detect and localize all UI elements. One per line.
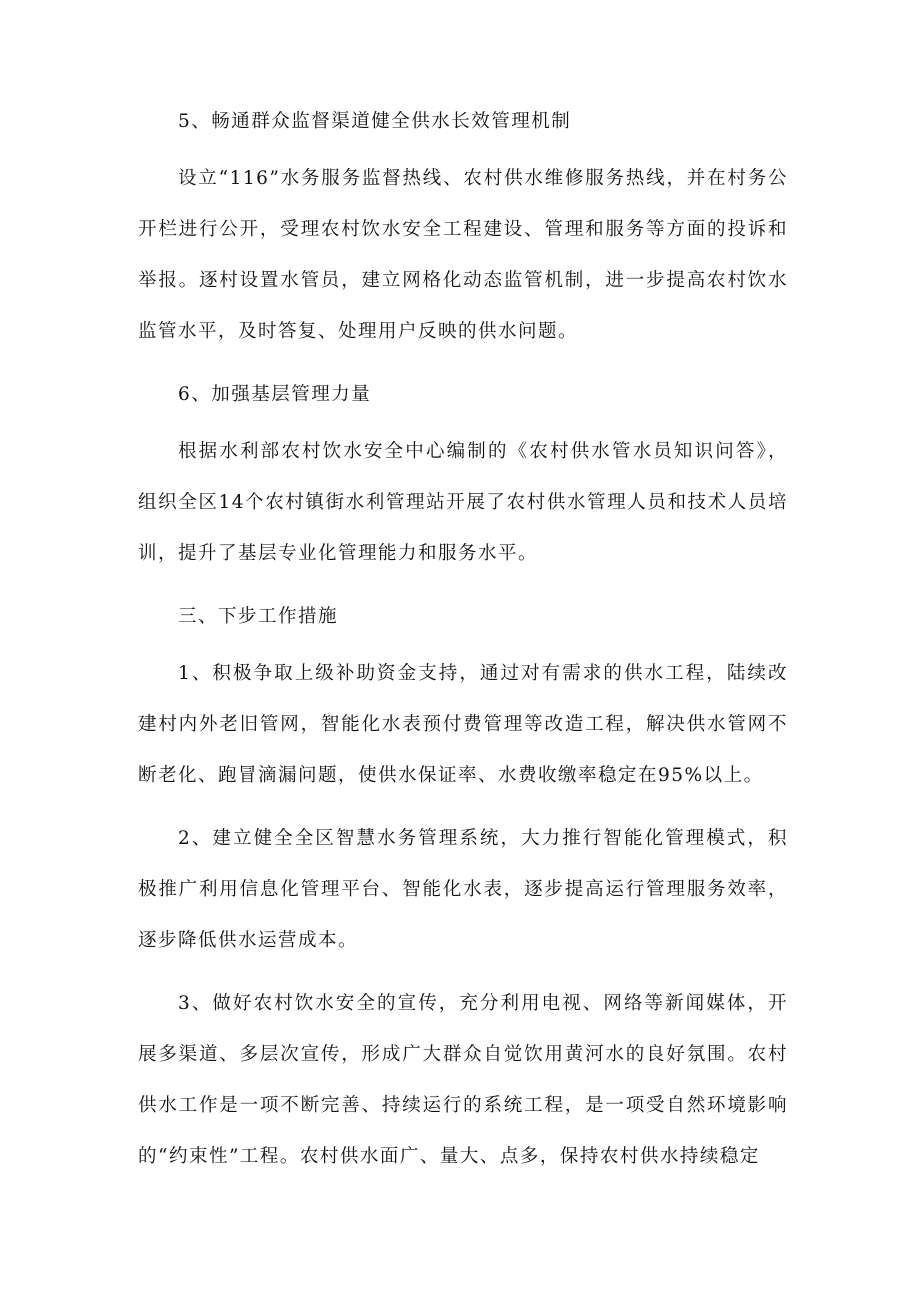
paragraph-supervision-hotline: 设立“116”水务服务监督热线、农村供水维修服务热线，并在村务公开栏进行公开，受理农村饮水安全工程建设、管理和服务等方面的投诉和举报。逐村设置水管员，建立网格化动态监管机制，进一步提高农村饮水监管水平，及时答复、处理用户反映的供水问题。 [138,168,788,342]
section-heading-5: 5、畅通群众监督渠道健全供水长效管理机制 [178,111,572,132]
section-heading-next-steps: 三、下步工作措施 [178,606,339,627]
section-heading-6: 6、加强基层管理力量 [178,384,372,405]
paragraph-measure-1: 1、积极争取上级补助资金支持，通过对有需求的供水工程，陆续改建村内外老旧管网，智能化水表预付费管理等改造工程，解决供水管网不断老化、跑冒滴漏问题，使供水保证率、水费收缴率稳定在95%以上。 [138,663,788,786]
paragraph-measure-2: 2、建立健全全区智慧水务管理系统，大力推行智能化管理模式，积极推广利用信息化管理平台、智能化水表，逐步提高运行管理服务效率，逐步降低供水运营成本。 [138,828,788,951]
paragraph-measure-3: 3、做好农村饮水安全的宣传，充分利用电视、网络等新闻媒体，开展多渠道、多层次宣传，形成广大群众自觉饮用黄河水的良好氛围。农村供水工作是一项不断完善、持续运行的系统工程，是一项受自然环境影响的“约束性”工程。农村供水面广、量大、点多，保持农村供水持续稳定 [138,993,788,1167]
paragraph-training: 根据水利部农村饮水安全中心编制的《农村供水管水员知识问答》，组织全区14个农村镇街水利管理站开展了农村供水管理人员和技术人员培训，提升了基层专业化管理能力和服务水平。 [138,441,788,564]
